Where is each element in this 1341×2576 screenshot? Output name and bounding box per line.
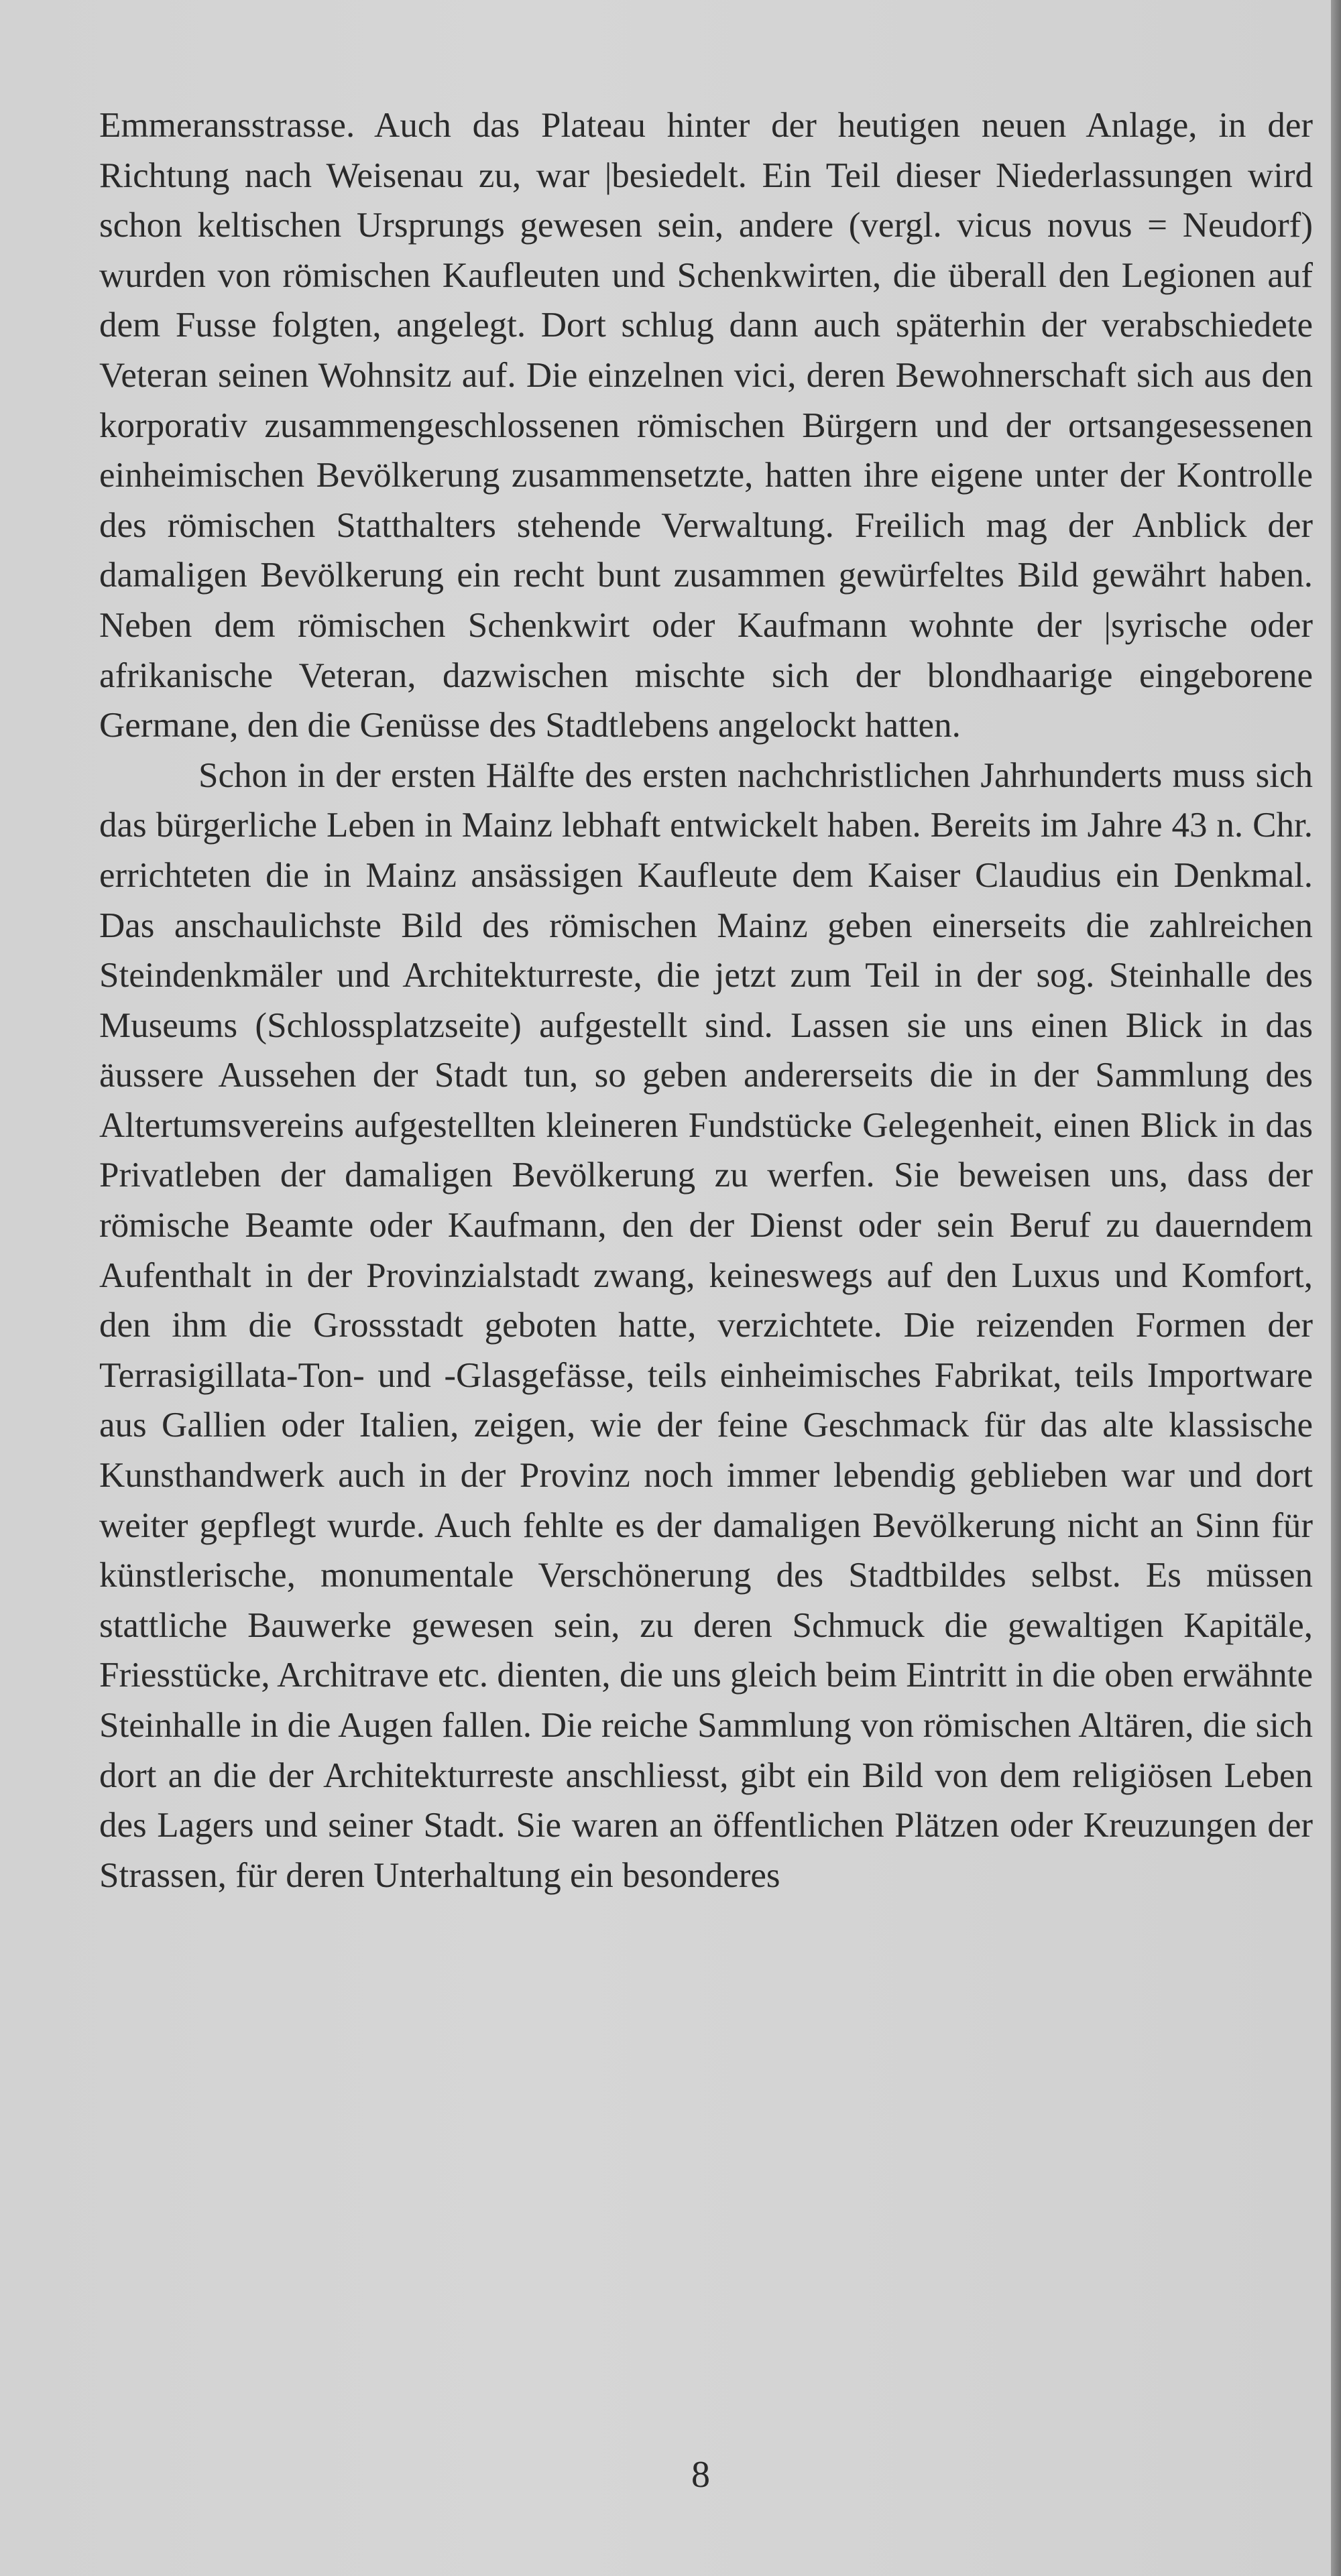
page-number: 8 [691,2454,710,2496]
paragraph-2: Schon in der ersten Hälfte des ersten nachchristlichen Jahrhunderts muss sich das bürgerliche Leben in Mainz lebhaft entwickelt haben. Bereits im Jahre 43 n. Chr. errichteten die in Mainz ansässigen Kaufleute dem Kaiser Claudius ein Denkmal. Das anschaulichste Bild des römischen Mainz geben einerseits die zahlreichen Steindenkmäler und Architekturreste, die jetzt zum Teil in der sog. Steinhalle des Museums (Schlossplatzseite) aufgestellt sind. Lassen sie uns einen Blick in das äussere Aussehen der Stadt tun, so geben andererseits die in der Sammlung des Altertumsvereins aufgestellten kleineren Fundstücke Gelegenheit, einen Blick in das Privatleben der damaligen Bevölkerung zu werfen. Sie beweisen uns, dass der römische Beamte oder Kaufmann, den der Dienst oder sein Beruf zu dauerndem Aufenthalt in der Provinzialstadt zwang, keineswegs auf den Luxus und Komfort, den ihm die Grossstadt geboten hatte, verzichtete. Die reizenden Formen der Terrasigillata-Ton- und -Glasgefässe, teils einheimisches Fabrikat, teils Importware aus Gallien oder Italien, zeigen, wie der feine Geschmack für das alte klassische Kunsthandwerk auch in der Provinz noch immer lebendig geblieben war und dort weiter gepflegt wurde. Auch fehlte es der damaligen Bevölkerung nicht an Sinn für künstlerische, monumentale Verschönerung des Stadtbildes selbst. Es müssen stattliche Bauwerke gewesen sein, zu deren Schmuck die gewaltigen Kapitäle, Friesstücke, Architrave etc. dienten, die uns gleich beim Eintritt in die oben erwähnte Steinhalle in die Augen fallen. Die reiche Sammlung von römischen Altären, die sich dort an die der Architekturreste anschliesst, gibt ein Bild von dem religiösen Leben des Lagers und seiner Stadt. Sie waren an öffentlichen Plätzen oder Kreuzungen der Strassen, für deren Unterhaltung ein besonderes [99,755,1313,1895]
body-text [99,101,1313,1900]
paragraph-1: Emmeransstrasse. Auch das Plateau hinter der heutigen neuen Anlage, in der Richtung nach Weisenau zu, war |besiedelt. Ein Teil dieser Niederlassungen wird schon keltischen Ursprungs gewesen sein, andere (vergl. vicus novus = Neudorf) wurden von römischen Kaufleuten und Schenkwirten, die überall den Legionen auf dem Fusse folgten, angelegt. Dort schlug dann auch späterhin der verabschiedete Veteran seinen Wohnsitz auf. Die einzelnen vici, deren Bewohnerschaft sich aus den korporativ zusammengeschlossenen römischen Bürgern und der ortsangesessenen einheimischen Bevölkerung zusammensetzte, hatten ihre eigene unter der Kontrolle des römischen Statthalters stehende Verwaltung. Freilich mag der Anblick der damaligen Bevölkerung ein recht bunt zusammen gewürfeltes Bild gewährt haben. Neben dem römischen Schenkwirt oder Kaufmann wohnte der |syrische oder afrikanische Veteran, dazwischen mischte sich der blondhaarige eingeborene Germane, den die Genüsse des Stadtlebens angelockt hatten. [99,106,1313,745]
page-edge [1331,0,1341,2576]
